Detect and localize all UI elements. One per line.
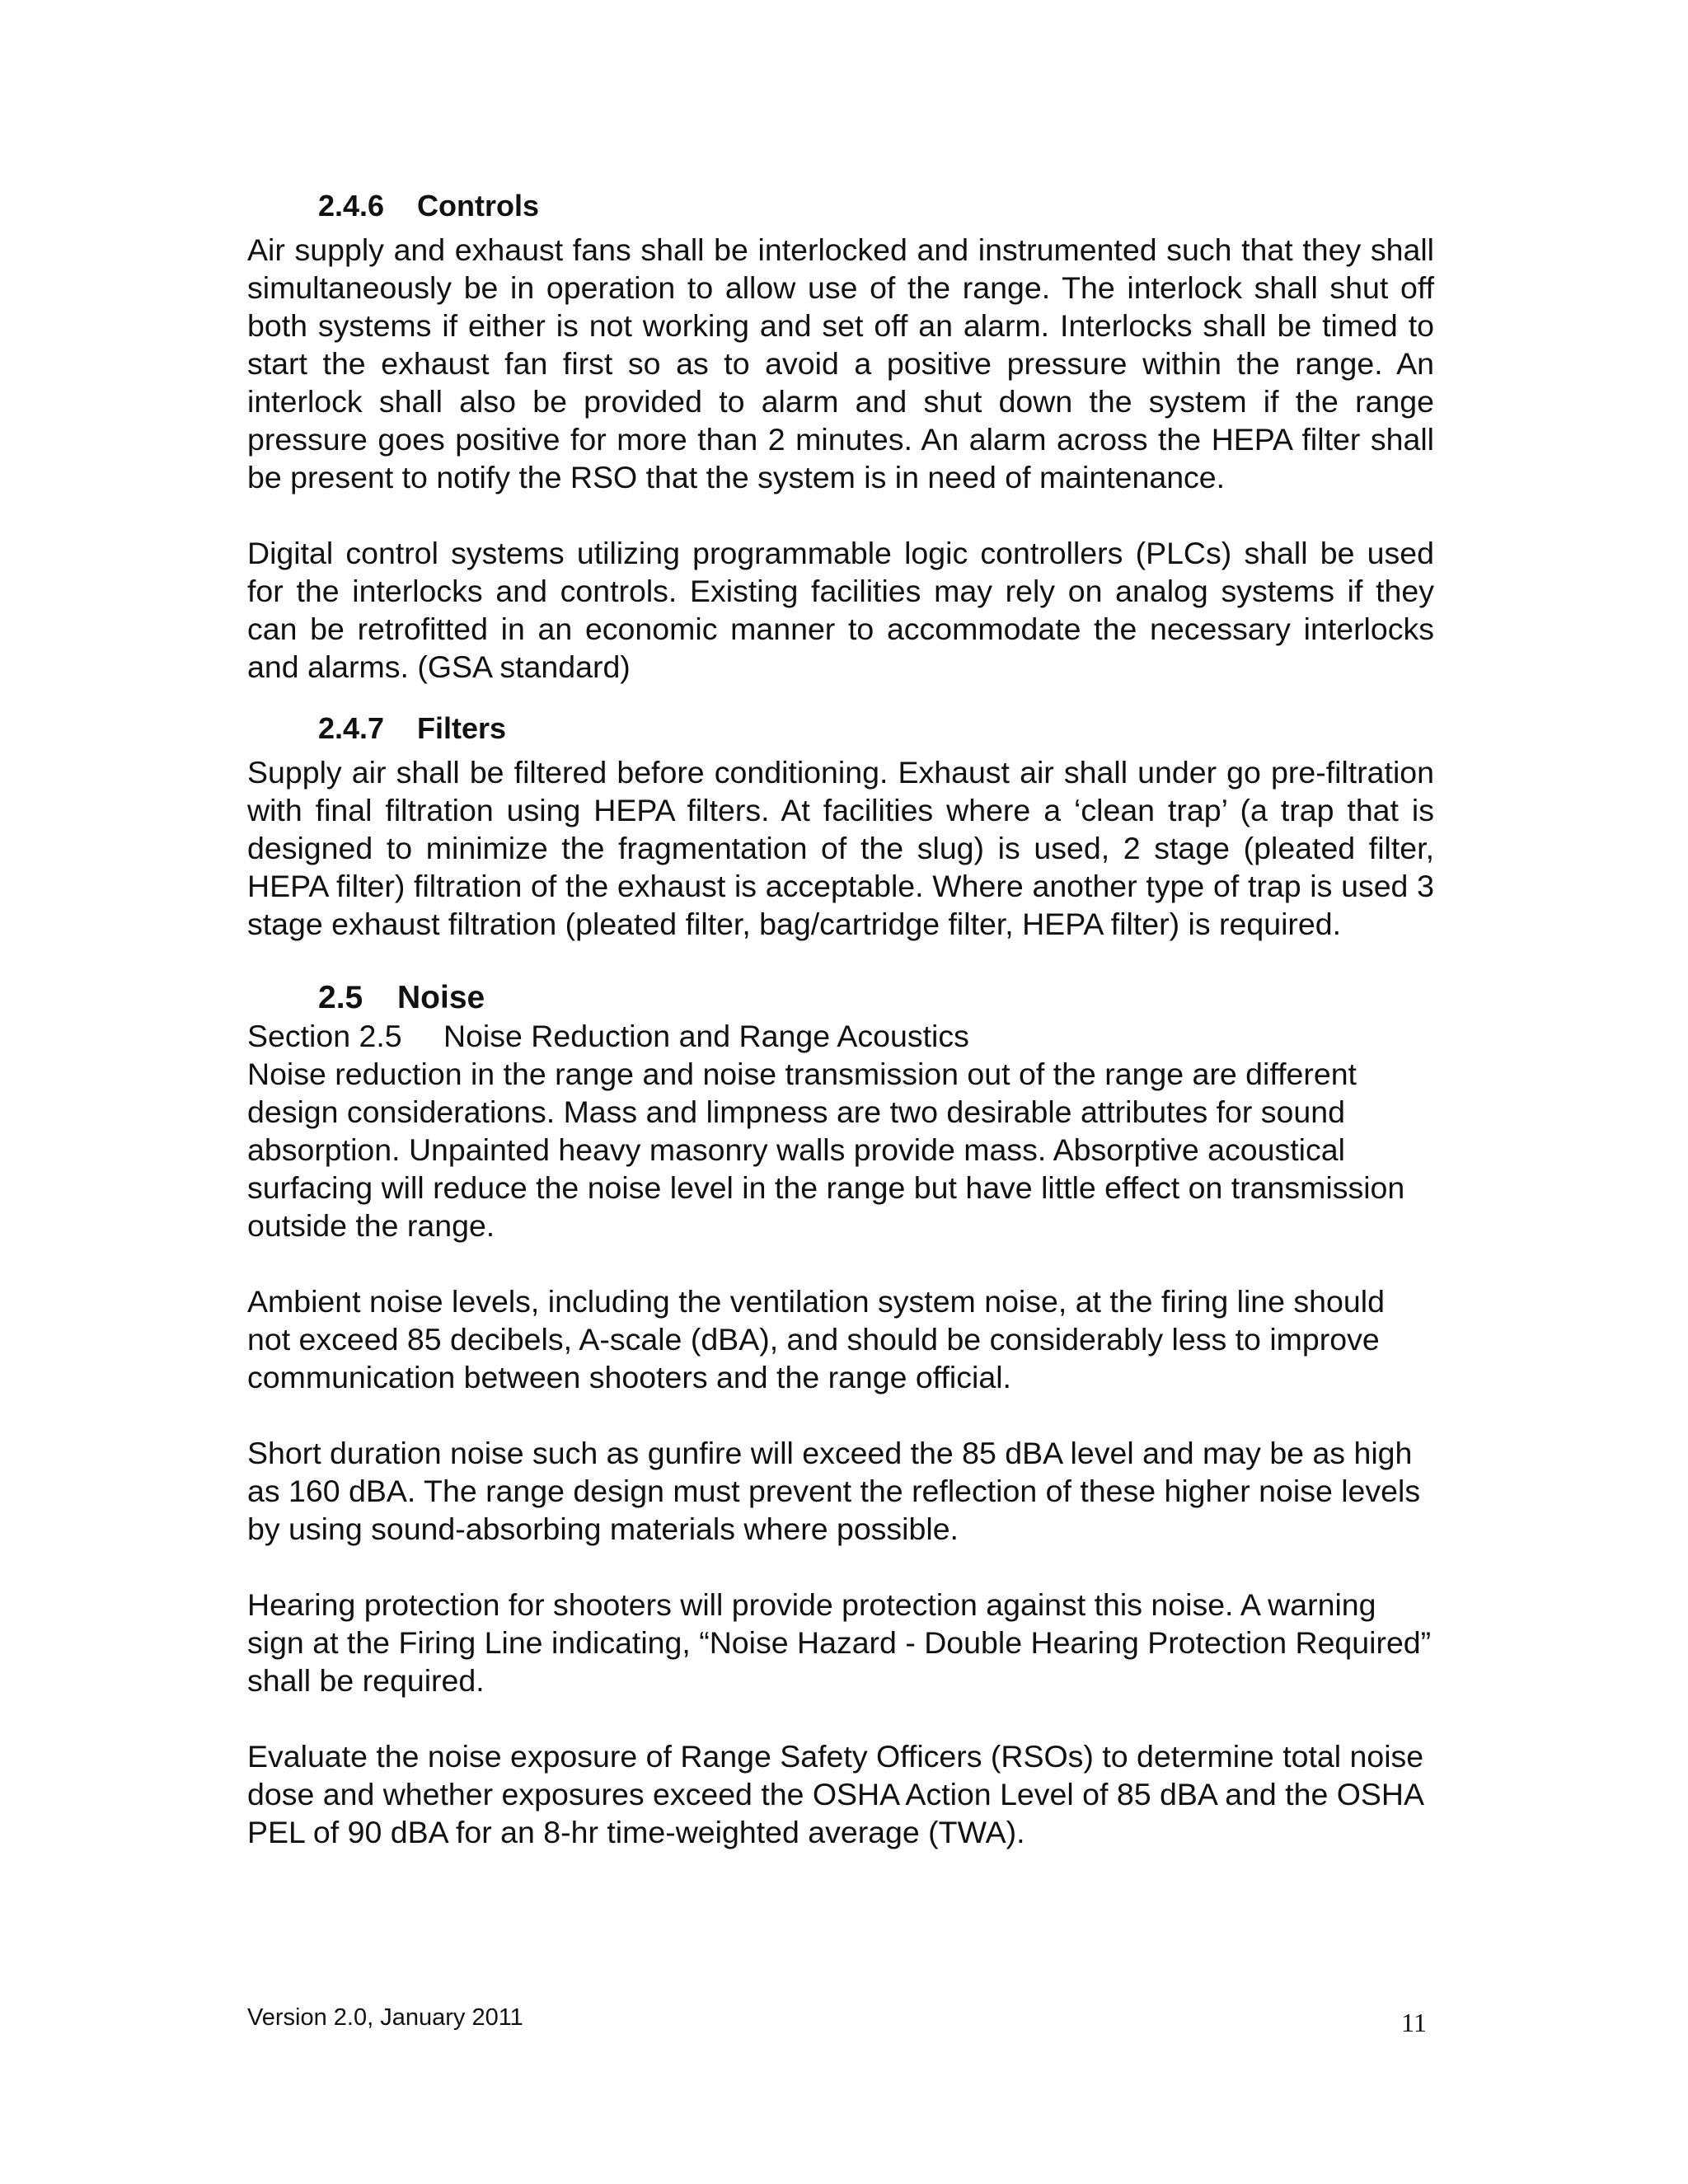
paragraph: Short duration noise such as gunfire will exceed the 85 dBA level and may be as high as 160 dBA. The range design must prevent the reflection of these higher noise levels by using sound-absorbing materials where possible. <box>247 1436 1421 1546</box>
paragraph: Air supply and exhaust fans shall be interlocked and instrumented such that they shall simultaneously be in operation to allow use of the range. The interlock shall shut off both systems if either is not working and set off an alarm. Interlocks shall be timed to start the exhaust fan first so as to avoid a positive pressure within the range. An interlock shall also be provided to alarm and shut down the system if the range pressure goes positive for more than 2 minutes. An alarm across the HEPA filter shall be present to notify the RSO that the system is in need of maintenance. <box>247 232 1434 494</box>
section-title: Noise <box>397 980 485 1015</box>
footer-version: Version 2.0, January 2011 <box>247 2004 523 2031</box>
section-heading-filters <box>318 710 1434 747</box>
section-heading-noise <box>318 979 1434 1017</box>
subtitle-section-label: Section 2.5 <box>247 1019 402 1053</box>
page-number: 11 <box>1401 2008 1427 2037</box>
section-number: 2.4.6 <box>318 189 385 223</box>
paragraph: Supply air shall be filtered before conditioning. Exhaust air shall under go pre-filtration with final filtration using HEPA filters. At facilities where a ‘clean trap’ (a trap that is designed to minimize the fragmentation of the slug) is used, 2 stage (pleated filter, HEPA filter) filtration of the exhaust is acceptable. Where another type of trap is used 3 stage exhaust filtration (pleated filter, bag/cartridge filter, HEPA filter) is required. <box>247 755 1434 941</box>
paragraph: Noise reduction in the range and noise transmission out of the range are different design considerations. Mass and limpness are two desirable attributes for sound absorption. Unpainted heavy masonry walls provide mass. Absorptive acoustical surfacing will reduce the noise level in the range but have little effect on transmission outside the range. <box>247 1057 1405 1243</box>
section-number: 2.4.7 <box>318 711 385 745</box>
paragraph: Hearing protection for shooters will provide protection against this noise. A warning sign at the Firing Line indicating, “Noise Hazard - Double Hearing Protection Required” shall be required. <box>247 1587 1432 1698</box>
section-title: Controls <box>417 189 539 223</box>
section-number: 2.5 <box>318 980 363 1015</box>
section-heading-controls <box>318 188 1434 224</box>
section-subtitle <box>247 1017 1434 1055</box>
paragraph: Evaluate the noise exposure of Range Safety Officers (RSOs) to determine total noise dose and whether exposures exceed the OSHA Action Level of 85 dBA and the OSHA PEL of 90 dBA for an 8-hr time-weighted average (TWA). <box>247 1739 1424 1849</box>
section-title: Filters <box>417 711 507 745</box>
subtitle-text: Noise Reduction and Range Acoustics <box>443 1019 969 1053</box>
paragraph: Digital control systems utilizing programmable logic controllers (PLCs) shall be used for the interlocks and controls. Existing facilities may rely on analog systems if they can be retrofitted in an economic manner to accommodate the necessary interlocks and alarms. (GSA standard) <box>247 536 1434 684</box>
page-content <box>247 188 1434 1851</box>
paragraph: Ambient noise levels, including the ventilation system noise, at the firing line should not exceed 85 decibels, A-scale (dBA), and should be considerably less to improve communication between shooters and the range official. <box>247 1284 1385 1394</box>
